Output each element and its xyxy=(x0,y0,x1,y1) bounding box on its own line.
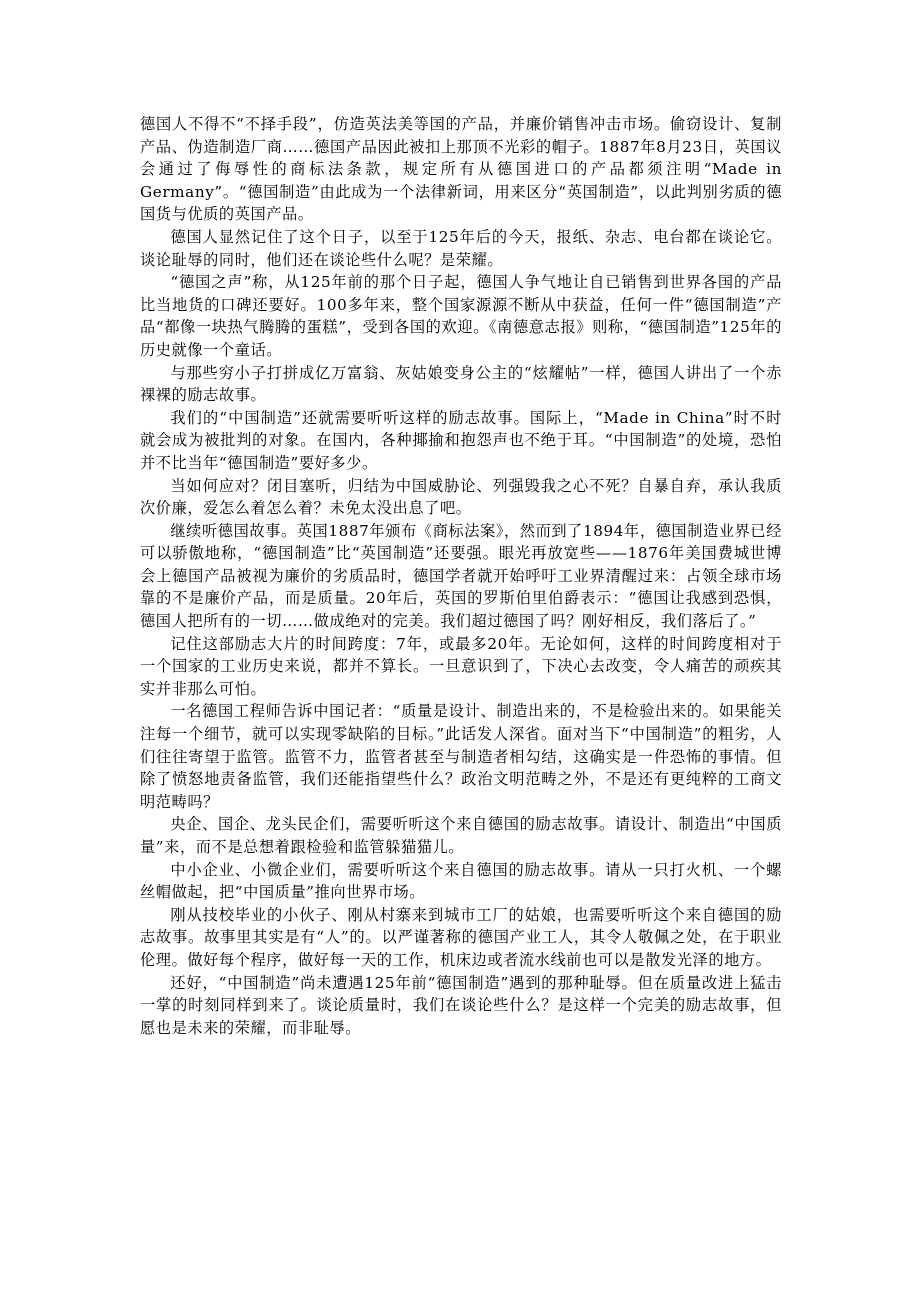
paragraph: 当如何应对？闭目塞听，归结为中国威胁论、列强毁我之心不死？自暴自弃，承认我质次价廉，爱怎么着怎么着？未免太没出息了吧。 xyxy=(140,476,782,518)
article-body xyxy=(140,113,782,1039)
paragraph: 刚从技校毕业的小伙子、刚从村寨来到城市工厂的姑娘，也需要听听这个来自德国的励志故事。故事里其实是有“人”的。以严谨著称的德国产业工人，其令人敬佩之处，在于职业伦理。做好每个程序，做好每一天的工作，机床边或者流水线前也可以是散发光泽的地方。 xyxy=(140,905,782,969)
paragraph: 还好，“中国制造”尚未遭遇125年前“德国制造”遇到的那种耻辱。但在质量改进上猛击一掌的时刻同样到来了。谈论质量时，我们在谈论些什么？是这样一个完美的励志故事，但愿也是未来的荣耀，而非耻辱。 xyxy=(140,973,782,1037)
paragraph-continuation: 德国人不得不“不择手段”，仿造英法美等国的产品，并廉价销售冲击市场。偷窃设计、复制产品、伪造制造厂商……德国产品因此被扣上那顶不光彩的帽子。1887年8月23日，英国议会通过了侮辱性的商标法条款，规定所有从德国进口的产品都须注明“Made in Germany”。“德国制造”由此成为一个法律新词，用来区分“英国制造”，以此判别劣质的德国货与优质的英国产品。 xyxy=(140,115,782,224)
paragraph: 与那些穷小子打拼成亿万富翁、灰姑娘变身公主的“炫耀帖”一样，德国人讲出了一个赤裸裸的励志故事。 xyxy=(140,363,782,405)
paragraph: 继续听德国故事。英国1887年颁布《商标法案》，然而到了1894年，德国制造业界已经可以骄傲地称，“德国制造”比“英国制造”还要强。眼光再放宽些——1876年美国费城世博会上德国产品被视为廉价的劣质品时，德国学者就开始呼吁工业界清醒过来：占领全球市场靠的不是廉价产品，而是质量。20年后，英国的罗斯伯里伯爵表示：“德国让我感到恐惧，德国人把所有的一切……做成绝对的完美。我们超过德国了吗？刚好相反，我们落后了。” xyxy=(140,521,782,631)
paragraph: 记住这部励志大片的时间跨度：7年，或最多20年。无论如何，这样的时间跨度相对于一个国家的工业历史来说，都并不算长。一旦意识到了，下决心去改变，令人痛苦的顽疾其实并非那么可怕。 xyxy=(140,634,782,698)
paragraph: 中小企业、小微企业们，需要听听这个来自德国的励志故事。请从一只打火机、一个螺丝帽做起，把“中国质量”推向世界市场。 xyxy=(140,860,782,902)
paragraph: 央企、国企、龙头民企们，需要听听这个来自德国的励志故事。请设计、制造出“中国质量”来，而不是总想着跟检验和监管躲猫猫儿。 xyxy=(140,815,782,856)
paragraph: “德国之声”称，从125年前的那个日子起，德国人争气地让自已销售到世界各国的产品比当地货的口碑还要好。100多年来，整个国家源源不断从中获益，任何一件“德国制造”产品“都像一块热气腾腾的蛋糕”，受到各国的欢迎。《南德意志报》则称，“德国制造”125年的历史就像一个童话。 xyxy=(140,273,782,359)
paragraph: 德国人显然记住了这个日子，以至于125年后的今天，报纸、杂志、电台都在谈论它。谈论耻辱的同时，他们还在谈论些什么呢？是荣耀。 xyxy=(140,227,782,269)
paragraph: 一名德国工程师告诉中国记者：“质量是设计、制造出来的，不是检验出来的。如果能关注每一个细节，就可以实现零缺陷的目标。”此话发人深省。面对当下“中国制造”的粗劣，人们往往寄望于监管。监管不力，监管者甚至与制造者相勾结，这确实是一件恐怖的事情。但除了愤怒地责备监管，我们还能指望些什么？政治文明范畴之外，不是还有更纯粹的工商文明范畴吗？ xyxy=(140,702,782,811)
paragraph: 我们的“中国制造”还就需要听听这样的励志故事。国际上，“Made in China”时不时就会成为被批判的对象。在国内，各种揶揄和抱怨声也不绝于耳。“中国制造”的处境，恐怕并不比当年“德国制造”要好多少。 xyxy=(140,408,782,472)
